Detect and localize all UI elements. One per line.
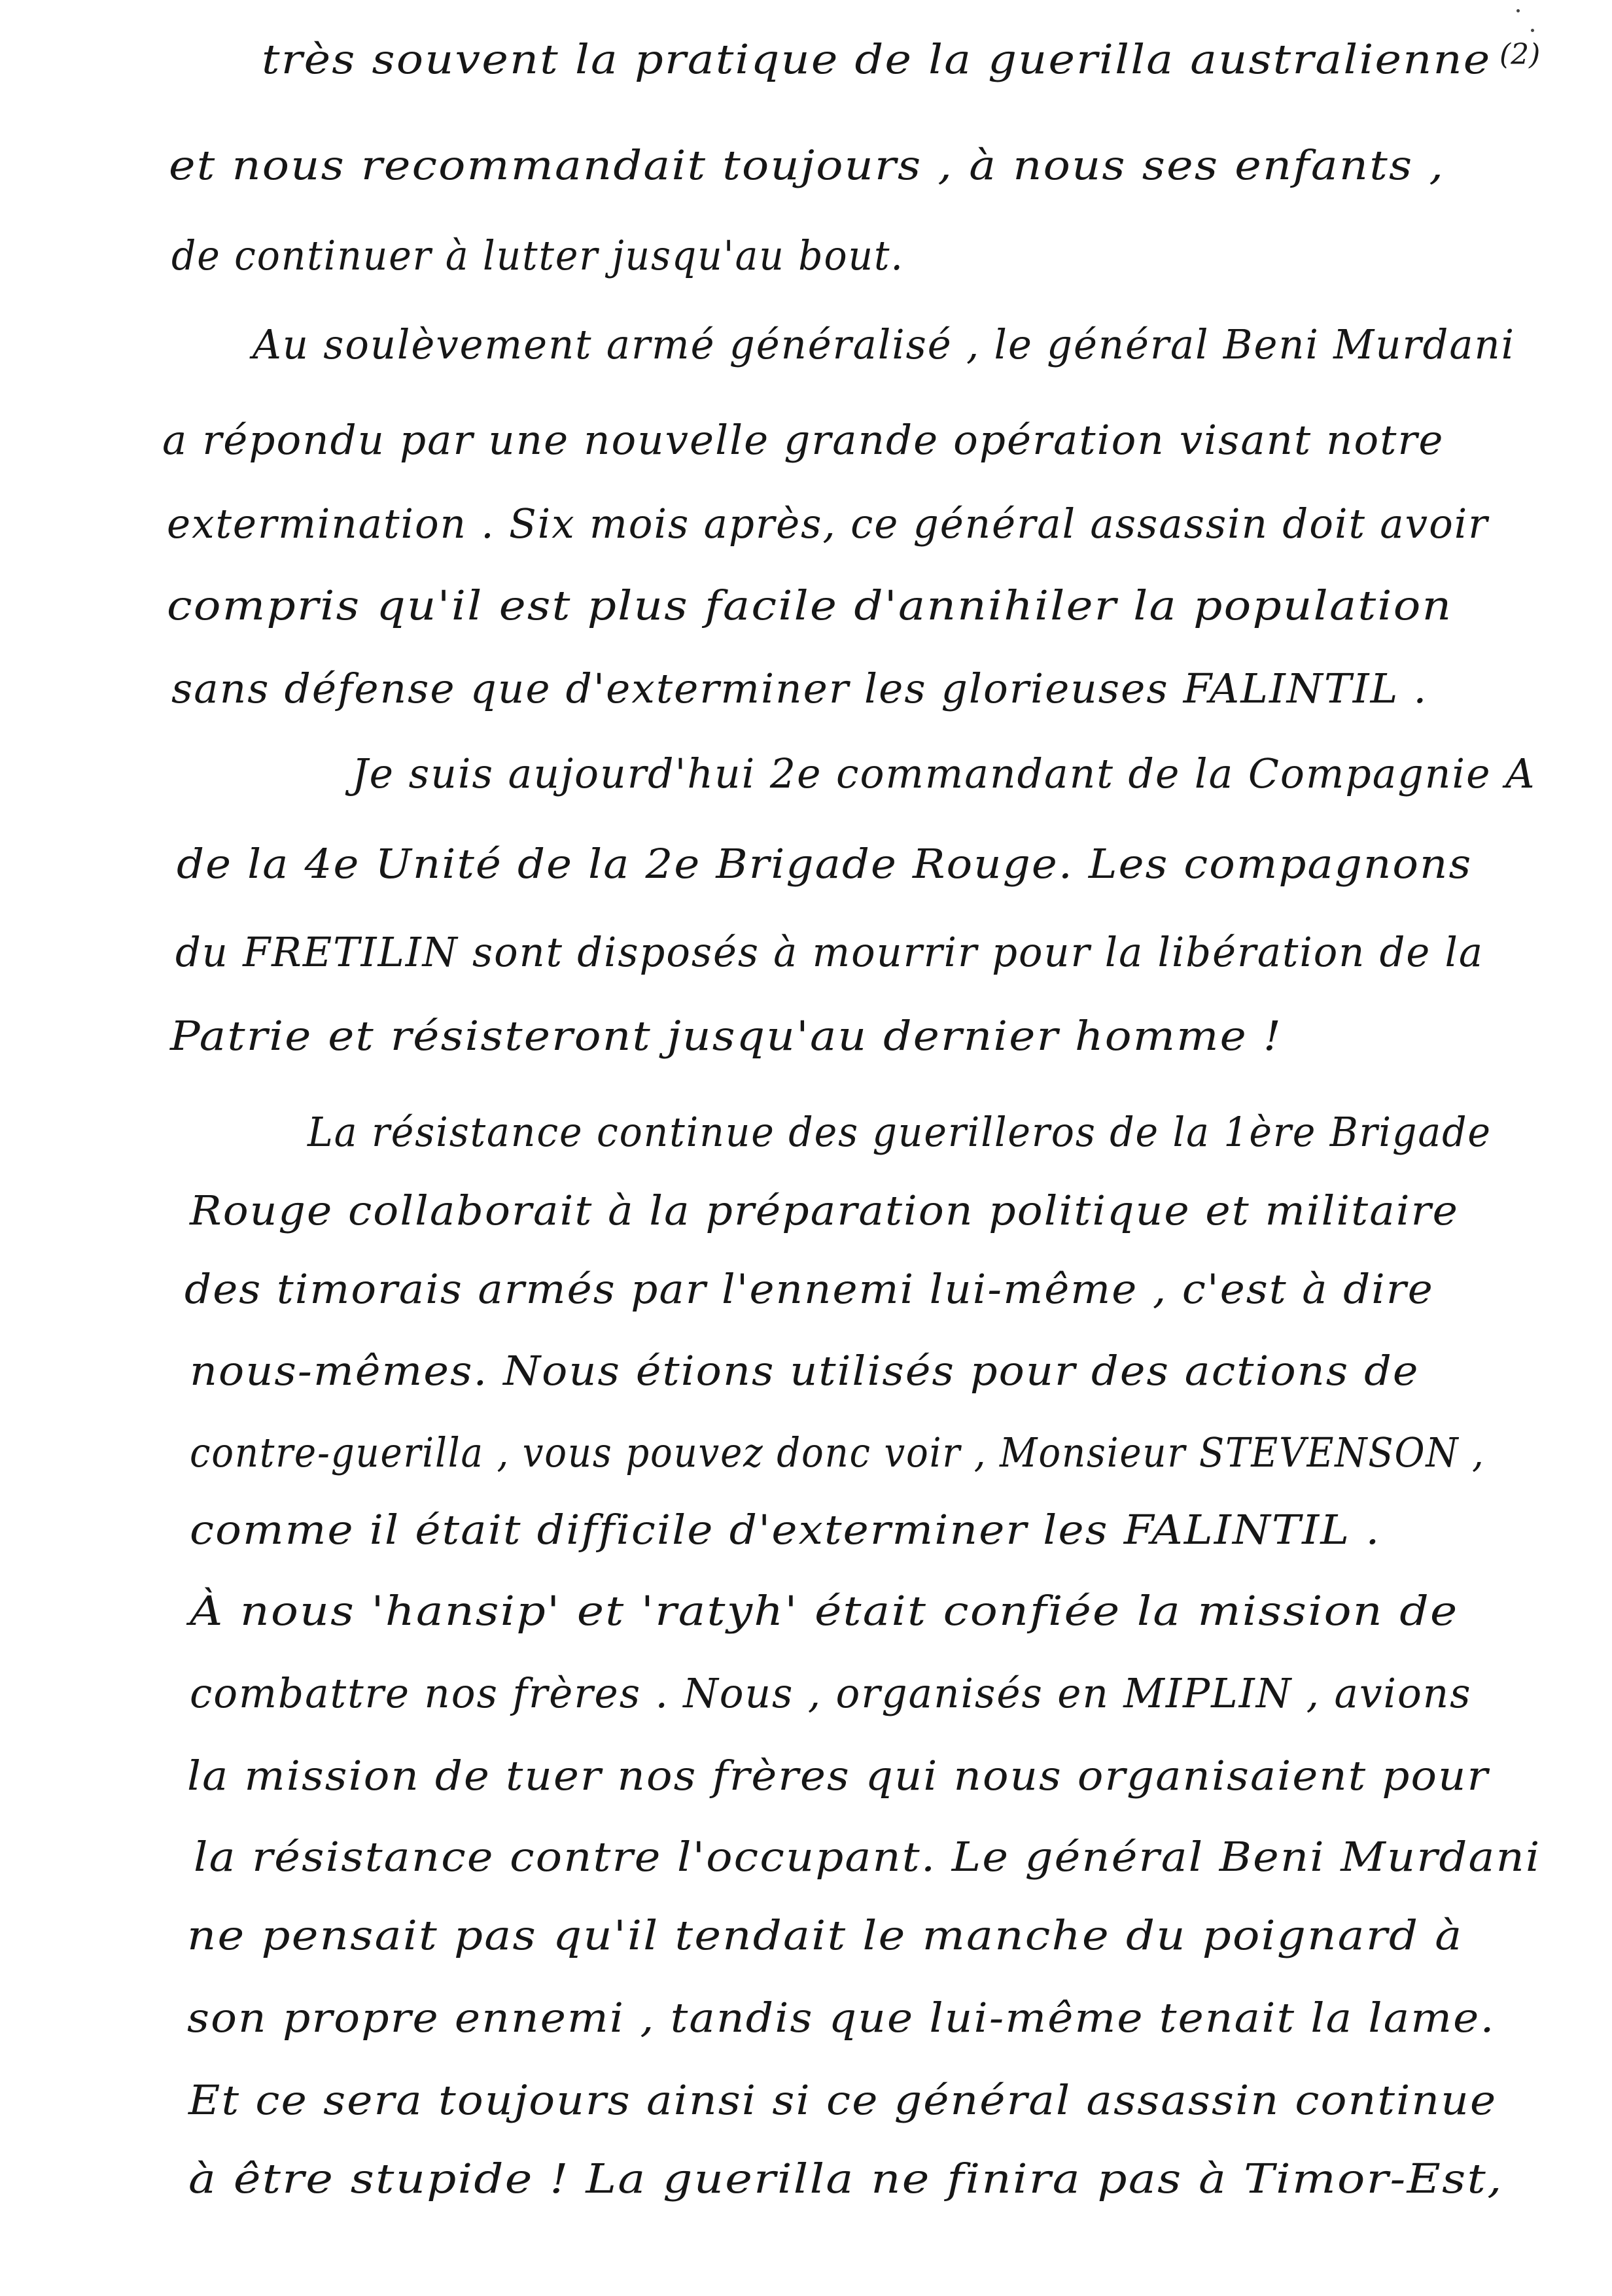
text-line: À nous 'hansip' et 'ratyh' était confiée la mission de: [190, 1587, 1459, 1635]
text-line: Patrie et résisteront jusqu'au dernier homme !: [170, 1012, 1283, 1060]
text-line: de continuer à lutter jusqu'au bout.: [171, 232, 904, 279]
text-line: de la 4e Unité de la 2e Brigade Rouge. Les compagnons: [177, 840, 1473, 888]
text-line: nous-mêmes. Nous étions utilisés pour des actions de: [190, 1347, 1420, 1395]
text-line: extermination . Six mois après, ce général assassin doit avoir: [167, 500, 1489, 548]
text-line: contre-guerilla , vous pouvez donc voir , Monsieur STEVENSON ,: [190, 1429, 1485, 1476]
ink-speck: [1531, 29, 1534, 32]
text-line: sans défense que d'exterminer les glorieuses FALINTIL .: [171, 665, 1428, 712]
text-line: son propre ennemi , tandis que lui-même tenait la lame.: [187, 1994, 1496, 2042]
text-line: et nous recommandait toujours , à nous ses enfants ,: [169, 141, 1445, 189]
text-line: des timorais armés par l'ennemi lui-même , c'est à dire: [184, 1265, 1434, 1313]
text-line: ne pensait pas qu'il tendait le manche du poignard à: [187, 1911, 1463, 1959]
text-line: à être stupide ! La guerilla ne finira pas à Timor-Est,: [188, 2155, 1503, 2202]
text-line: a répondu par une nouvelle grande opération visant notre: [162, 416, 1445, 464]
text-line: La résistance continue des guerilleros de la 1ère Brigade: [307, 1108, 1492, 1156]
text-line: Rouge collaborait à la préparation politique et militaire: [190, 1187, 1459, 1234]
text-line: la mission de tuer nos frères qui nous organisaient pour: [187, 1752, 1490, 1800]
text-line: Au soulèvement armé généralisé , le général Beni Murdani: [253, 321, 1516, 368]
ink-speck: [1516, 9, 1520, 12]
text-line: du FRETILIN sont disposés à mourrir pour la libération de la: [175, 928, 1484, 976]
text-line: Et ce sera toujours ainsi si ce général assassin continue: [188, 2076, 1498, 2124]
page-number: (2): [1499, 38, 1541, 71]
text-line: Je suis aujourd'hui 2e commandant de la Compagnie A: [352, 750, 1536, 797]
text-line: compris qu'il est plus facile d'annihiler la population: [167, 582, 1453, 629]
text-line: très souvent la pratique de la guerilla australienne: [262, 35, 1492, 83]
text-line: la résistance contre l'occupant. Le général Beni Murdani: [194, 1833, 1541, 1881]
text-line: comme il était difficile d'exterminer les FALINTIL .: [190, 1506, 1381, 1554]
text-line: combattre nos frères . Nous , organisés en MIPLIN , avions: [190, 1669, 1472, 1717]
